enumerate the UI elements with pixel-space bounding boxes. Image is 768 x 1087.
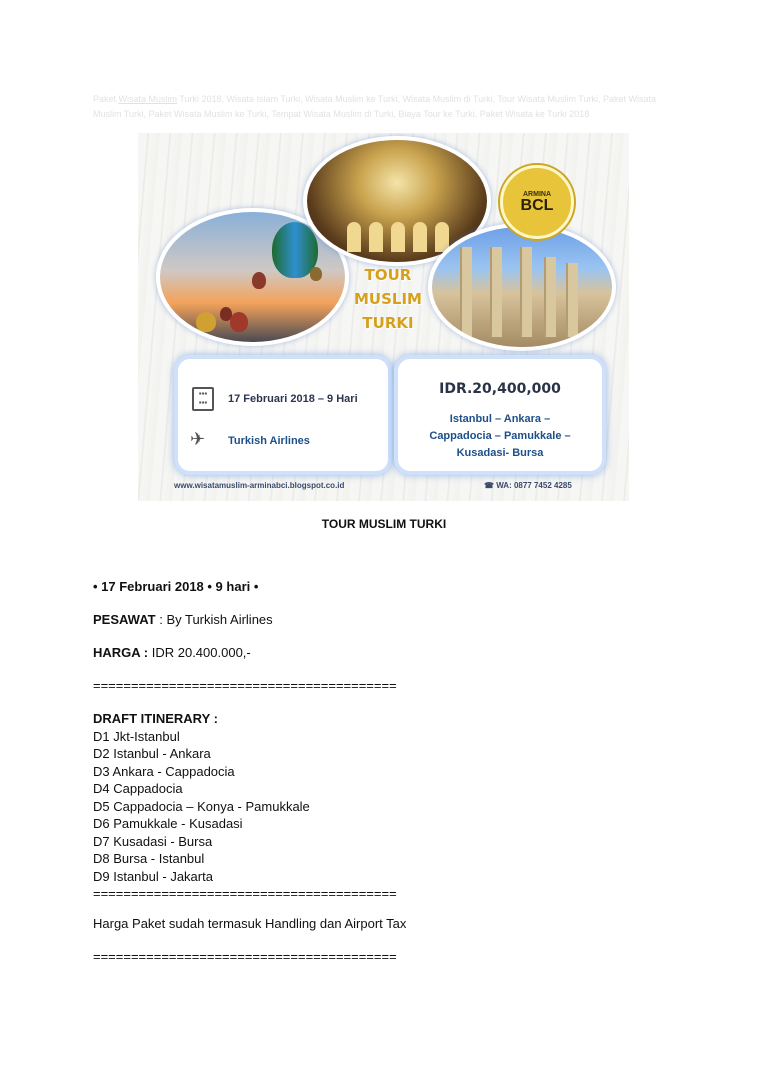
banner-route	[398, 411, 602, 462]
title-line-2: MUSLIM	[354, 290, 422, 308]
balloon-graphic	[310, 267, 322, 281]
tour-banner-image	[138, 133, 629, 501]
title-line-3: TURKI	[362, 314, 414, 332]
logo-mid-text: ARMINA	[523, 190, 551, 198]
harga-value: IDR 20.400.000,-	[148, 645, 251, 660]
title-line-1: TOUR	[364, 266, 412, 284]
banner-price-text: IDR.20,400,000	[439, 381, 561, 397]
separator-2: ========================================	[93, 886, 397, 901]
pesawat-label: PESAWAT	[93, 612, 156, 627]
balloon-graphic	[252, 272, 266, 289]
seo-keywords-paragraph	[93, 92, 673, 122]
balloon-graphic	[196, 312, 216, 332]
itinerary-day: D4 Cappadocia	[93, 781, 183, 796]
keywords-prefix: Paket	[93, 94, 119, 104]
banner-whatsapp	[484, 481, 572, 490]
column-graphic	[566, 263, 578, 337]
window-arch-graphic	[413, 222, 427, 252]
separator-3: ========================================	[93, 949, 397, 964]
keywords-rest: Turki 2018, Wisata Islam Turki, Wisata Muslim ke Turki, Wisata Muslim di Turki, Tour Wisata Muslim Turki, Paket Wisata Muslim Turki, Paket Wisata Muslim ke Turki, Tempat Wisata Muslim di Turki, Biaya Tour ke Turki, Paket Wisata ke Turki 2018	[93, 94, 656, 119]
itinerary-day: D3 Ankara - Cappadocia	[93, 763, 235, 779]
itinerary-day: D6 Pamukkale - Kusadasi	[93, 816, 243, 831]
separator-1: ========================================	[93, 678, 397, 693]
itinerary-day: D2 Istanbul - Ankara	[93, 746, 211, 761]
price-route-panel	[394, 355, 606, 475]
window-arch-graphic	[369, 222, 383, 252]
route-line-1: Istanbul – Ankara –	[449, 413, 551, 425]
whatsapp-number: WA: 0877 7452 4285	[496, 481, 572, 490]
airplane-icon: ✈	[190, 429, 206, 449]
logo-brand-text: BCL	[520, 196, 554, 214]
route-line-2: Cappadocia – Pamukkale –	[429, 430, 571, 442]
date-line	[93, 578, 258, 596]
itinerary-block	[93, 710, 397, 903]
column-graphic	[490, 247, 502, 337]
itinerary-day: D9 Istanbul - Jakarta	[93, 868, 213, 884]
image-caption: TOUR MUSLIM TURKI	[321, 517, 447, 531]
column-graphic	[544, 257, 556, 337]
itinerary-day: D8 Bursa - Istanbul	[93, 851, 205, 866]
balloon-graphic	[230, 312, 248, 332]
armina-bcl-logo	[500, 165, 574, 239]
itinerary-day: D5 Cappadocia – Konya - Pamukkale	[93, 798, 310, 814]
date-line-text: • 17 Februari 2018 • 9 hari •	[93, 579, 259, 594]
pesawat-line	[93, 611, 273, 629]
route-line-3: Kusadasi- Bursa	[456, 447, 544, 459]
harga-label: HARGA :	[93, 645, 149, 660]
date-airline-panel	[174, 355, 392, 475]
pesawat-value: : By Turkish Airlines	[155, 612, 273, 627]
calendar-icon: ▪▪▪ ▪▪▪	[192, 387, 214, 411]
included-note: Harga Paket sudah termasuk Handling dan Airport Tax	[93, 916, 407, 931]
column-graphic	[460, 247, 472, 337]
window-arch-graphic	[347, 222, 361, 252]
banner-date-text: 17 Februari 2018 – 9 Hari	[228, 393, 358, 405]
whatsapp-icon: ☎	[484, 481, 497, 490]
itinerary-day: D7 Kusadasi - Bursa	[93, 833, 213, 849]
column-graphic	[520, 247, 532, 337]
itinerary-heading: DRAFT ITINERARY :	[93, 711, 218, 726]
itinerary-day: D1 Jkt-Istanbul	[93, 728, 180, 744]
banner-website: www.wisatamuslim-arminabci.blogspot.co.id	[174, 481, 345, 490]
ancient-ruins-photo	[428, 223, 616, 351]
window-arch-graphic	[391, 222, 405, 252]
banner-airline-text: Turkish Airlines	[228, 435, 310, 447]
harga-line	[93, 644, 251, 662]
wisata-muslim-link[interactable]: Wisata Muslim	[118, 94, 178, 104]
banner-tour-title	[328, 263, 448, 335]
